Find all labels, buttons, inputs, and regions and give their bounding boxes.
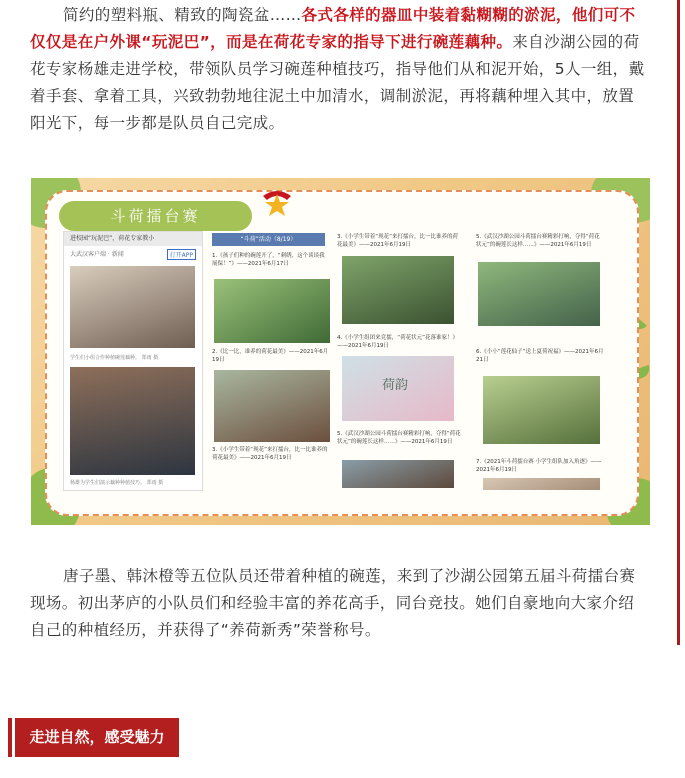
paragraph-lead-text: 简约的塑料瓶、精致的陶瓷盆…… [63, 6, 302, 24]
collage-title: 斗荷擂台赛 [59, 201, 252, 231]
column-photo [478, 262, 600, 326]
column-text: 4.《小学生组团来竞擂，“荷花状元”花落谁家！》——2021年6月19日 [337, 335, 458, 349]
phone-photo-2 [70, 367, 195, 475]
phone-screenshot [63, 231, 203, 491]
phone-photo-1 [70, 266, 195, 348]
video-title: 荷韵 [382, 378, 409, 393]
column-text: 6.《小小“莲花仙子”送上夏荷祝福》——2021年6月21日 [476, 349, 604, 363]
star-badge-icon [259, 186, 295, 222]
source-label: 大武汉客户端 · 新闻 [70, 251, 124, 258]
column-photo [483, 376, 600, 444]
phone-title: 进校园“玩泥巴”，荷花专家教小 [64, 232, 202, 246]
column-header: “斗荷”活动（8/19） [212, 233, 325, 246]
article-paragraph-1 [30, 2, 650, 137]
column-text: 7.《2021年斗荷擂台赛 小学生组队加入角逐》——2021年6月19日 [476, 459, 602, 473]
section-heading-badge: 走进自然，感受魅力 [12, 718, 179, 757]
activity-collage-image [31, 178, 650, 525]
column-text: 1.《孩子们种的碗莲开了，“刺绣，这个谈谈我展保！”》——2021年6月17日 [212, 253, 325, 267]
column-photo [483, 478, 600, 490]
column-text: 5.《武汉沙湖公园斗荷擂台赛精彩打响，夺得“荷花状元”的碗莲长这样……》——2021年6月19日 [337, 431, 461, 445]
column-photo [214, 370, 330, 442]
paragraph-highlight-text: 各式各样的器皿中装着黏糊糊的淤泥，他们可不仅仅是在户外课“玩泥巴”，而是在荷花专家的指导下进行碗莲藕种。 [30, 6, 636, 51]
column-text: 3.《小学生带着“现花”来打擂台，比一比谁养的荷花最美》——2021年6月19日 [212, 447, 328, 461]
column-photo [342, 256, 454, 324]
phone-source [64, 246, 202, 261]
phone-caption-1: 学生们小组合作种植碗莲藕种。 郑雨 摄 [70, 355, 159, 361]
article-paragraph-2: 唐子墨、韩沐橙等五位队员还带着种植的碗莲，来到了沙湖公园第五届斗荷擂台赛现场。初出茅庐的小队员们和经验丰富的养花高手，同台竞技。她们自豪地向大家介绍自己的种植经历，并获得了“养荷新秀”荣誉称号。 [30, 567, 636, 639]
column-text: 2.《比一比，谁养的荷花最美》——2021年6月19日 [212, 349, 329, 363]
right-border-rule [677, 0, 680, 645]
column-photo [342, 460, 454, 488]
open-app-label: 打开APP [167, 249, 196, 260]
column-photo [214, 279, 330, 343]
phone-caption-2: 杨雄为学生们演示藕种种植技巧。 郑雨 摄 [70, 480, 164, 486]
video-thumbnail [342, 356, 454, 421]
paragraph-rest-text: 来自沙湖公园的荷花专家杨雄走进学校，带领队员学习碗莲种植技巧，指导他们从和泥开始，5人一组，戴着手套、拿着工具，兴致勃勃地往泥土中加清水，调制淤泥，再将藕种埋入其中，放置阳光下，每一步都是队员自己完成。 [30, 33, 645, 132]
column-text: 5.《武汉沙湖公园斗荷擂台赛精彩打响，夺得“荷花状元”的碗莲长这样……》——2021年6月19日 [476, 234, 600, 248]
column-text: 3.《小学生带着“现花”来打擂台，比一比谁养的荷花最美》——2021年6月19日 [337, 234, 458, 248]
